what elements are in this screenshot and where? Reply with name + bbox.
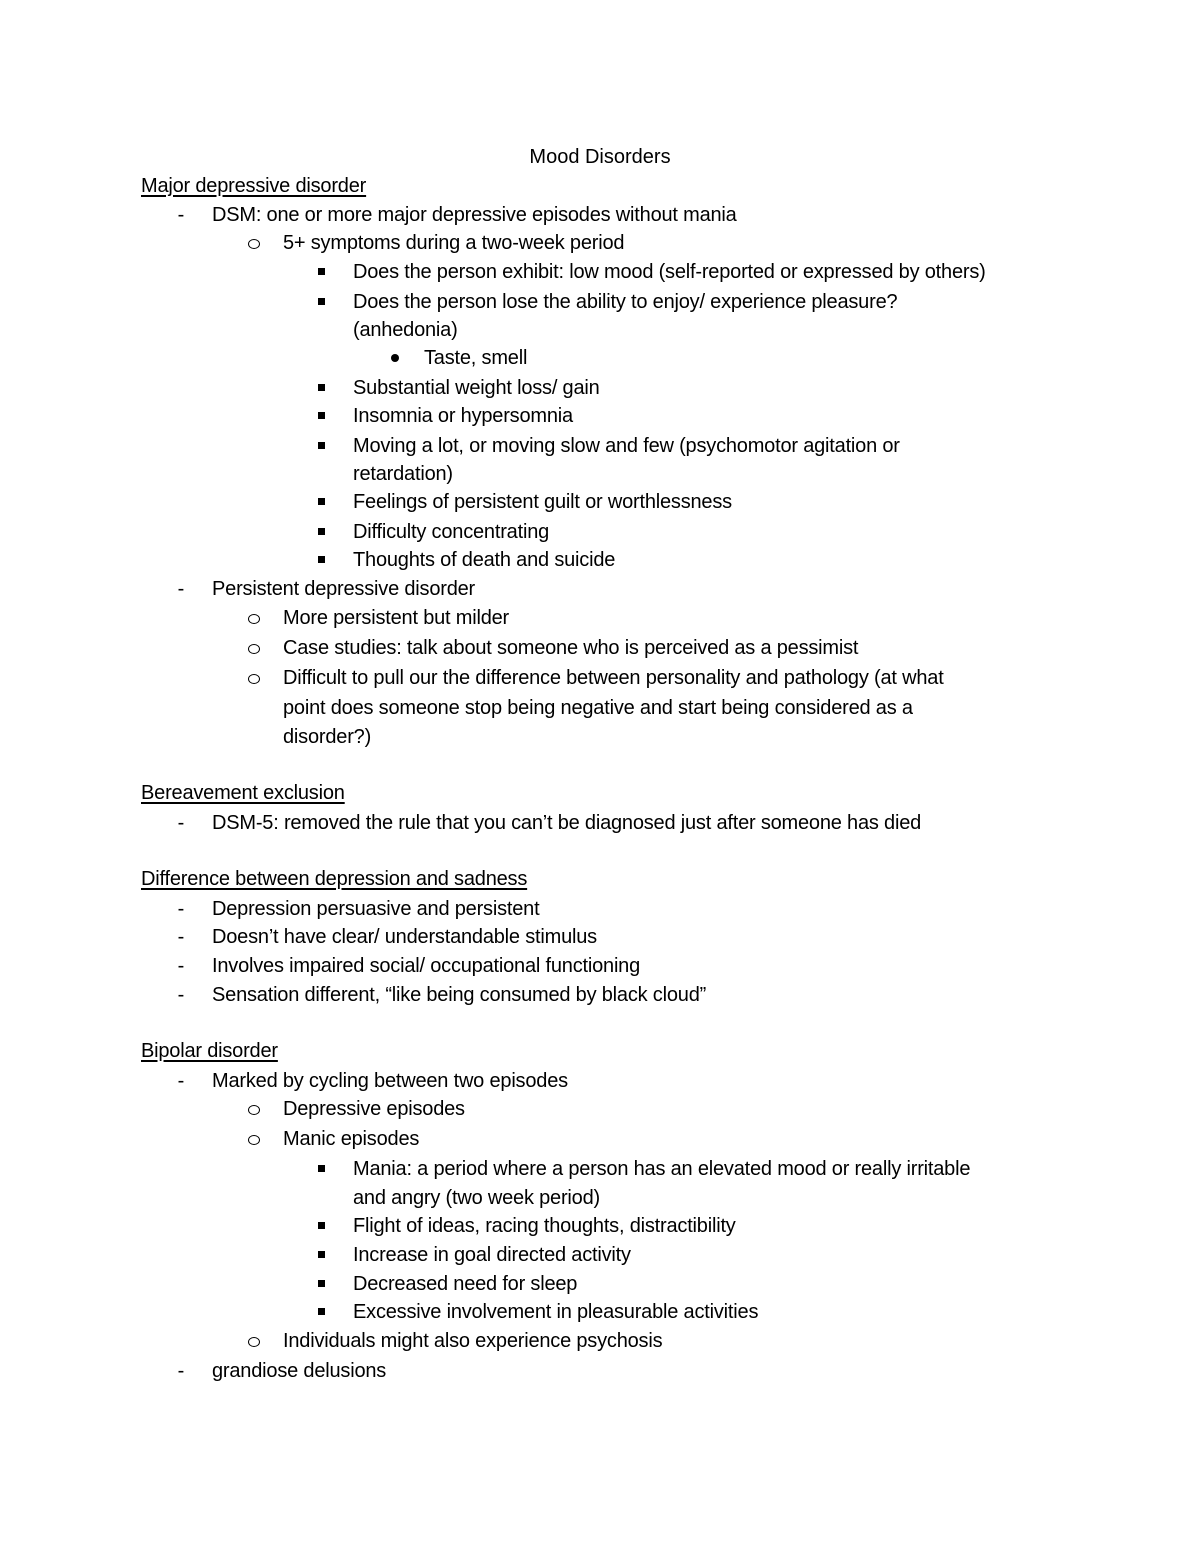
list-item-continuation: retardation) [353,463,453,485]
square-bullet-icon [318,1165,325,1172]
square-bullet-icon [318,528,325,535]
square-bullet-icon [318,1308,325,1315]
list-item: DSM: one or more major depressive episodes without mania [212,204,737,226]
dash-marker: - [177,926,185,948]
list-item: DSM-5: removed the rule that you can’t be diagnosed just after someone has died [212,812,922,834]
list-item: Moving a lot, or moving slow and few (psychomotor agitation or [353,435,900,457]
list-item: Involves impaired social/ occupational functioning [212,955,641,977]
list-item: Marked by cycling between two episodes [212,1070,568,1092]
list-item: Does the person lose the ability to enjoy/ experience pleasure? [353,291,898,313]
circle-bullet-icon [248,1105,260,1115]
dash-marker: - [177,204,185,226]
list-item: Case studies: talk about someone who is perceived as a pessimist [283,637,859,659]
square-bullet-icon [318,1251,325,1258]
circle-bullet-icon [248,1135,260,1145]
list-item: Flight of ideas, racing thoughts, distractibility [353,1215,736,1237]
page-title: Mood Disorders [529,146,671,168]
dash-marker: - [177,955,185,977]
list-item-continuation: (anhedonia) [353,319,458,341]
square-bullet-icon [318,1280,325,1287]
square-bullet-icon [318,498,325,505]
square-bullet-icon [318,298,325,305]
section-heading-depression-vs-sadness: Difference between depression and sadness [141,868,528,890]
square-bullet-icon [318,1222,325,1229]
dash-marker: - [177,898,185,920]
list-item: Manic episodes [283,1128,420,1150]
section-heading-bereavement-exclusion: Bereavement exclusion [141,782,345,804]
list-item: Individuals might also experience psychosis [283,1330,663,1352]
dash-marker: - [177,812,185,834]
circle-bullet-icon [248,1337,260,1347]
circle-bullet-icon [248,644,260,654]
section-heading-major-depressive-disorder: Major depressive disorder [141,175,367,197]
dash-marker: - [177,984,185,1006]
list-item: Difficult to pull our the difference between personality and pathology (at what [283,667,944,689]
list-item: More persistent but milder [283,607,510,629]
list-item: Difficulty concentrating [353,521,550,543]
dash-marker: - [177,1360,185,1382]
list-item: Taste, smell [424,347,528,369]
list-item: Insomnia or hypersomnia [353,405,573,427]
list-item: Decreased need for sleep [353,1273,578,1295]
circle-bullet-icon [248,614,260,624]
list-item-continuation: disorder?) [283,726,372,748]
square-bullet-icon [318,556,325,563]
list-item: Feelings of persistent guilt or worthlessness [353,491,732,513]
square-bullet-icon [318,412,325,419]
circle-bullet-icon [248,239,260,249]
list-item: Excessive involvement in pleasurable activities [353,1301,759,1323]
section-heading-bipolar-disorder: Bipolar disorder [141,1040,278,1062]
dash-marker: - [177,578,185,600]
list-item: Does the person exhibit: low mood (self-reported or expressed by others) [353,261,986,283]
list-item: Mania: a period where a person has an elevated mood or really irritable [353,1158,971,1180]
dash-marker: - [177,1070,185,1092]
list-item: Sensation different, “like being consumed by black cloud” [212,984,707,1006]
list-item: Depressive episodes [283,1098,465,1120]
list-item: grandiose delusions [212,1360,387,1382]
list-item: Persistent depressive disorder [212,578,476,600]
list-item: Increase in goal directed activity [353,1244,631,1266]
circle-bullet-icon [248,674,260,684]
list-item-continuation: point does someone stop being negative and start being considered as a [283,697,913,719]
square-bullet-icon [318,442,325,449]
list-item-continuation: and angry (two week period) [353,1187,600,1209]
list-item: Thoughts of death and suicide [353,549,616,571]
square-bullet-icon [318,268,325,275]
list-item: Depression persuasive and persistent [212,898,540,920]
square-bullet-icon [318,384,325,391]
list-item: 5+ symptoms during a two-week period [283,232,625,254]
list-item: Doesn’t have clear/ understandable stimulus [212,926,597,948]
list-item: Substantial weight loss/ gain [353,377,600,399]
round-bullet-icon [391,354,399,362]
